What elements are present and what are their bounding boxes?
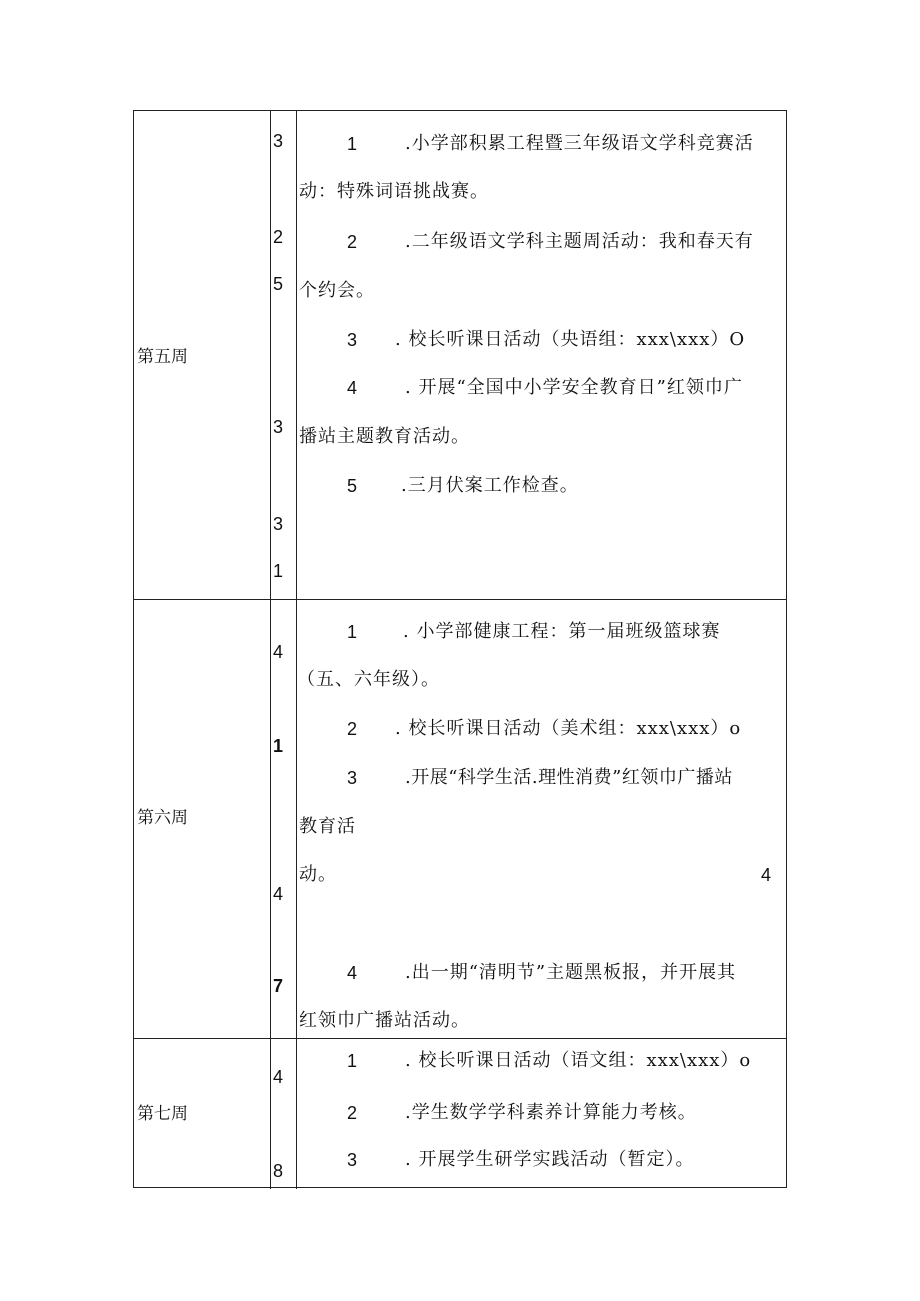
item-number: 3: [347, 768, 358, 788]
item-text: .小学部积累工程暨三年级语文学科竞赛活: [405, 133, 754, 154]
item-number: 3: [347, 1150, 358, 1170]
date-char: 3: [273, 514, 284, 534]
item-number: 2: [347, 719, 358, 739]
week-row-7: [134, 1039, 786, 1189]
item-text: .学生数学学科素养计算能力考核。: [405, 1102, 697, 1123]
item-number: 1: [347, 134, 358, 154]
item-number: 4: [347, 378, 358, 398]
week-label: 第七周: [137, 1104, 188, 1124]
item-number: 4: [761, 865, 772, 885]
date-char: 2: [273, 227, 284, 247]
schedule-table: [133, 110, 787, 1188]
item-text: .三月伏案工作检查。: [401, 475, 579, 496]
date-char: 4: [273, 642, 284, 662]
item-text: 动。: [299, 864, 337, 885]
date-char: 5: [273, 274, 284, 294]
content-cell: [297, 111, 786, 599]
item-text: 动：特殊词语挑战赛。: [299, 181, 489, 202]
week-cell: [134, 600, 271, 1038]
item-number: 4: [347, 963, 358, 983]
week-label: 第五周: [137, 347, 188, 367]
item-text: . 校长听课日活动（央语组：xxx\xxx）O: [395, 329, 746, 350]
date-cell: [271, 600, 297, 1038]
item-number: 1: [347, 1051, 358, 1071]
date-char: 1: [273, 561, 284, 581]
item-text: （五、六年级）。: [297, 669, 440, 690]
date-char: 3: [273, 131, 284, 151]
item-text: 播站主题教育活动。: [299, 426, 470, 447]
item-text: .开展“科学生活.理性消费”红领巾广播站: [405, 767, 733, 788]
item-number: 3: [347, 330, 358, 350]
date-char: 4: [273, 1067, 284, 1087]
item-text: . 小学部健康工程：第一届班级篮球赛: [403, 621, 721, 642]
content-cell: [297, 1039, 786, 1189]
item-text: 个约会。: [299, 280, 375, 301]
content-cell: [297, 600, 786, 1038]
week-label: 第六周: [137, 808, 188, 828]
item-number: 2: [347, 232, 358, 252]
item-text: .出一期“清明节”主题黑板报，并开展其: [405, 962, 737, 983]
item-number: 2: [347, 1103, 358, 1123]
week-cell: [134, 111, 271, 599]
date-cell: [271, 1039, 297, 1189]
date-char: 8: [273, 1161, 284, 1181]
week-cell: [134, 1039, 271, 1189]
item-text: 红领巾广播站活动。: [299, 1010, 470, 1031]
item-text: 教育活: [299, 816, 356, 837]
item-text: . 开展学生研学实践活动（暂定）。: [405, 1149, 695, 1170]
date-char: 4: [273, 884, 284, 904]
item-text: . 校长听课日活动（语文组：xxx\xxx）o: [405, 1050, 752, 1071]
item-number: 1: [347, 622, 358, 642]
item-text: . 校长听课日活动（美术组：xxx\xxx）o: [395, 718, 742, 739]
item-text: . 开展“全国中小学安全教育日”红领巾广: [405, 377, 743, 398]
date-char: 1: [273, 736, 284, 756]
week-row-6: [134, 600, 786, 1039]
date-cell: [271, 111, 297, 599]
item-number: 5: [347, 476, 358, 496]
date-char: 3: [273, 417, 284, 437]
week-row-5: [134, 111, 786, 600]
date-char: 7: [273, 976, 284, 996]
item-text: .二年级语文学科主题周活动：我和春天有: [405, 231, 754, 252]
